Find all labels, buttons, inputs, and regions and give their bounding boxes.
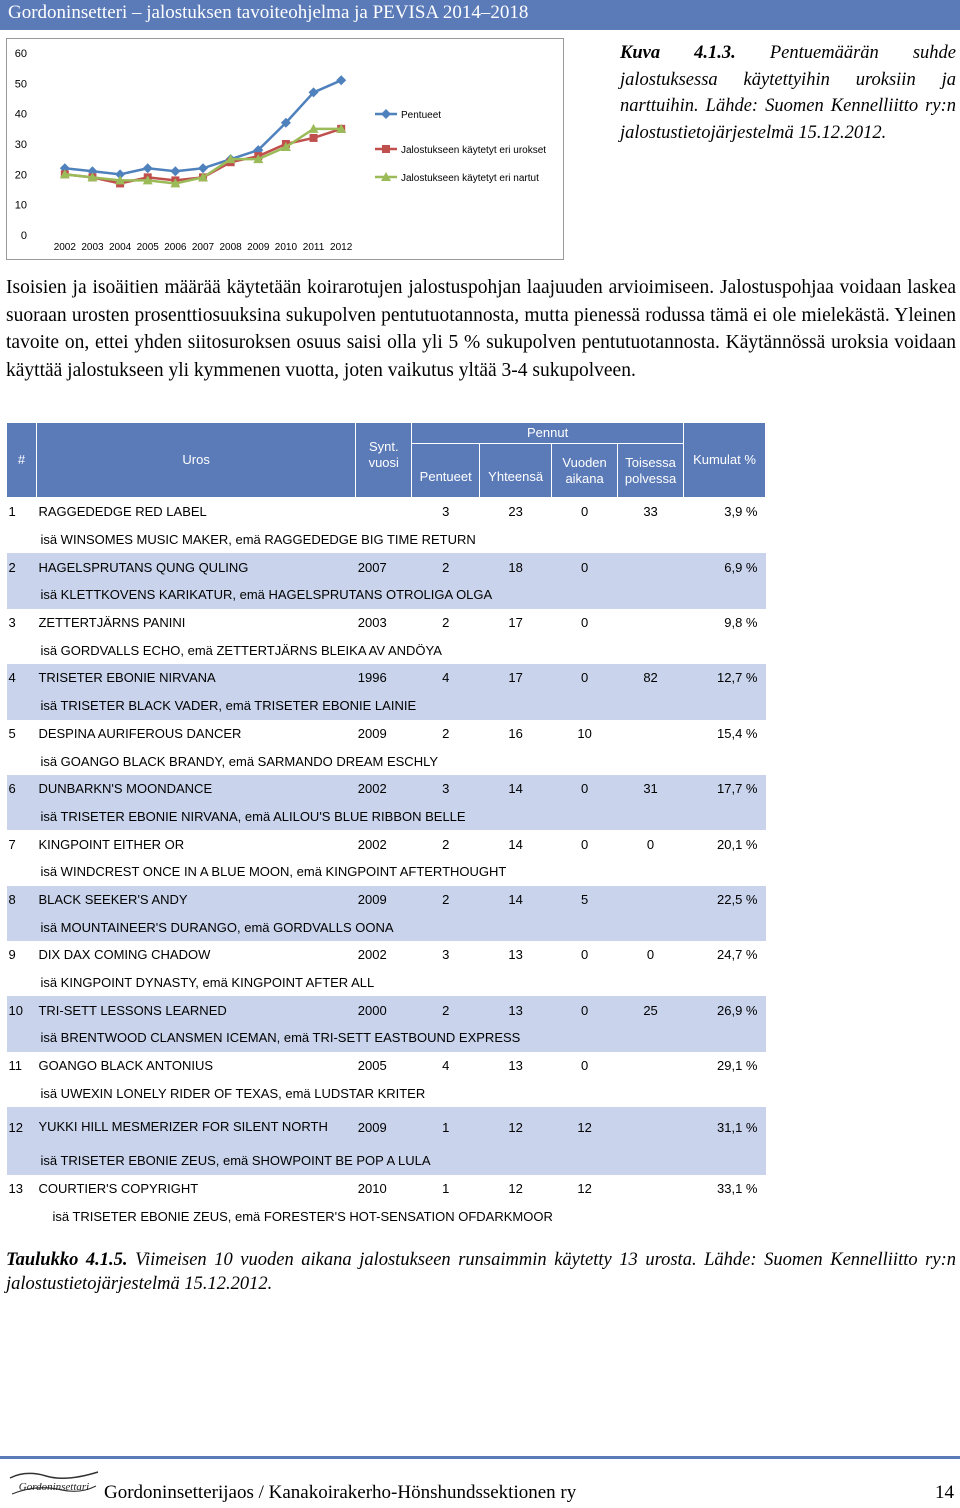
- pups-this-year: 0: [580, 947, 589, 963]
- cumulative-percent: 31,1 %: [684, 1107, 766, 1147]
- table-row-parents: [7, 581, 766, 609]
- birth-year: 2003: [357, 615, 387, 631]
- parents: isä UWEXIN LONELY RIDER OF TEXAS, emä LUDSTAR KRITER: [40, 1085, 426, 1101]
- pups-total: 14: [480, 775, 552, 803]
- litters-count: 2: [442, 615, 450, 631]
- cumulative-percent: 12,7 %: [684, 664, 766, 692]
- cumulative-percent: 20,1 %: [717, 836, 758, 852]
- table-row-parents: [7, 692, 766, 720]
- legend-label: Jalostukseen käytetyt eri nartut: [401, 173, 539, 184]
- pups-this-year: 10: [577, 725, 592, 741]
- birth-year: 1996: [356, 664, 412, 692]
- sires-table-body: [7, 498, 766, 1231]
- page-header: [0, 0, 960, 30]
- row-number: 7: [8, 836, 16, 852]
- sire-name: HAGELSPRUTANS QUNG QULING: [36, 553, 355, 581]
- pups-total: 17: [480, 664, 552, 692]
- figure-caption-label: Kuva 4.1.3.: [620, 43, 736, 63]
- sire-name: RAGGEDEDGE RED LABEL: [38, 504, 207, 520]
- parents: isä KINGPOINT DYNASTY, emä KINGPOINT AFTER ALL: [40, 975, 375, 991]
- row-number: 11: [8, 1058, 22, 1074]
- table-row-parents: [7, 526, 766, 554]
- parents: isä TRISETER EBONIE ZEUS, emä SHOWPOINT BE POP A LULA: [36, 1147, 765, 1175]
- pups-total: 13: [480, 996, 552, 1024]
- pups-total: 13: [508, 1058, 523, 1074]
- cumulative-percent: 33,1 %: [717, 1181, 758, 1197]
- y-tick-label: 40: [14, 108, 27, 121]
- pups-this-year: 0: [580, 615, 589, 631]
- table-row: [7, 996, 766, 1024]
- birth-year: 2007: [356, 553, 412, 581]
- pups-second-gen: [618, 886, 684, 914]
- y-tick-label: 0: [20, 230, 27, 242]
- cumulative-percent: 24,7 %: [717, 947, 758, 963]
- pups-this-year: 12: [577, 1181, 592, 1197]
- y-tick-label: 30: [14, 139, 27, 151]
- pups-second-gen: 0: [646, 836, 655, 852]
- data-point: [336, 75, 346, 85]
- table-row: [7, 609, 766, 637]
- pups-second-gen: [618, 1052, 684, 1080]
- row-spacer: [7, 1079, 37, 1107]
- table-row: [7, 886, 766, 914]
- litters-count: 2: [412, 886, 480, 914]
- table-row-parents: [7, 636, 766, 664]
- row-number: 5: [8, 725, 16, 741]
- row-spacer: [7, 526, 37, 554]
- table-row-parents: [7, 1203, 766, 1231]
- table-row-parents: [7, 1024, 766, 1052]
- pups-this-year: 0: [580, 1058, 589, 1074]
- data-point: [143, 163, 153, 173]
- x-tick-label: 2004: [108, 242, 132, 253]
- birth-year: 2009: [357, 725, 387, 741]
- sire-name: BLACK SEEKER'S ANDY: [36, 886, 355, 914]
- y-tick-label: 10: [14, 199, 27, 212]
- table-row-parents: [7, 1079, 766, 1107]
- table-row: [7, 830, 766, 858]
- litters-count: 1: [412, 1107, 480, 1147]
- row-number: 12: [7, 1107, 37, 1147]
- x-tick-label: 2011: [302, 242, 325, 253]
- pups-second-gen: 25: [618, 996, 684, 1024]
- y-tick-label: 50: [14, 78, 27, 91]
- litters-count: 1: [442, 1181, 450, 1197]
- pups-total: 12: [508, 1181, 523, 1197]
- legend-label: Jalostukseen käytetyt eri urokset: [401, 145, 547, 156]
- pups-second-gen: 0: [646, 947, 655, 963]
- pups-this-year: 0: [552, 664, 618, 692]
- cumulative-percent: 29,1 %: [717, 1058, 758, 1074]
- pups-total: 14: [480, 886, 552, 914]
- pups-total: 18: [480, 553, 552, 581]
- table-row-parents: [7, 969, 766, 997]
- table-row-parents: [7, 803, 766, 831]
- litters-count: 4: [412, 664, 480, 692]
- table-row: [7, 941, 766, 969]
- row-spacer: [7, 1203, 37, 1231]
- y-tick-label: 60: [14, 48, 27, 60]
- row-spacer: [7, 581, 37, 609]
- parents: isä BRENTWOOD CLANSMEN ICEMAN, emä TRI-SETT EASTBOUND EXPRESS: [36, 1024, 765, 1052]
- litters-count: 4: [442, 1058, 450, 1074]
- birth-year: 2009: [356, 886, 412, 914]
- col-vuoden: Vuoden aikana: [552, 444, 618, 498]
- table-row-parents: [7, 913, 766, 941]
- parents: isä GOANGO BLACK BRANDY, emä SARMANDO DREAM ESCHLY: [40, 753, 439, 769]
- litters-count: 2: [412, 996, 480, 1024]
- parents: isä TRISETER BLACK VADER, emä TRISETER EBONIE LAINIE: [36, 692, 765, 720]
- pups-total: 14: [508, 836, 523, 852]
- cumulative-percent: 3,9 %: [724, 504, 758, 520]
- x-tick-label: 2002: [53, 242, 76, 253]
- sire-name: TRISETER EBONIE NIRVANA: [36, 664, 355, 692]
- data-point: [198, 163, 208, 173]
- pups-total: 13: [508, 947, 523, 963]
- x-tick-label: 2003: [81, 242, 104, 253]
- birth-year: 2000: [356, 996, 412, 1024]
- figure-caption-text: Pentuemäärän suhde jalostuksessa käytettyihin uroksiin ja narttuihin. Lähde: Suomen Kennelliitto ry:n jalostustietojärjestelmä 15.12.2012.: [620, 43, 956, 143]
- row-spacer: [7, 692, 37, 720]
- pups-second-gen: 33: [643, 504, 658, 520]
- parents: isä KLETTKOVENS KARIKATUR, emä HAGELSPRUTANS OTROLIGA OLGA: [36, 581, 765, 609]
- pups-this-year: 0: [552, 775, 618, 803]
- cumulative-percent: 6,9 %: [684, 553, 766, 581]
- data-point: [310, 134, 318, 142]
- litters-count: 3: [442, 947, 450, 963]
- x-tick-label: 2005: [136, 242, 159, 253]
- document-title: Gordoninsetteri – jalostuksen tavoiteohjelma ja PEVISA 2014–2018: [8, 2, 529, 23]
- page-number: 14: [935, 1482, 954, 1503]
- row-spacer: [7, 913, 37, 941]
- pups-second-gen: [618, 553, 684, 581]
- table-row: [7, 775, 766, 803]
- row-spacer: [7, 858, 37, 886]
- pups-this-year: 5: [552, 886, 618, 914]
- row-number: 6: [7, 775, 37, 803]
- birth-year: 2002: [357, 836, 387, 852]
- parents: isä TRISETER EBONIE NIRVANA, emä ALILOU'S BLUE RIBBON BELLE: [36, 803, 765, 831]
- col-uros: Uros: [36, 423, 355, 498]
- series-line: [65, 80, 341, 174]
- sire-name: TRI-SETT LESSONS LEARNED: [36, 996, 355, 1024]
- row-spacer: [7, 1147, 37, 1175]
- litters-count: 2: [442, 836, 450, 852]
- x-tick-label: 2007: [191, 242, 215, 253]
- pups-total: 17: [508, 615, 523, 631]
- x-tick-label: 2008: [219, 242, 242, 253]
- pups-this-year: 0: [580, 504, 589, 520]
- table-row: [7, 498, 766, 526]
- litters-count: 3: [412, 775, 480, 803]
- sires-table: [6, 422, 766, 1230]
- pups-total: 23: [508, 504, 523, 520]
- x-tick-label: 2006: [164, 242, 187, 253]
- row-spacer: [7, 1024, 37, 1052]
- col-yhteensa: Yhteensä: [480, 444, 552, 498]
- cumulative-percent: 17,7 %: [684, 775, 766, 803]
- sire-name: DIX DAX COMING CHADOW: [38, 947, 211, 963]
- sire-name: COURTIER'S COPYRIGHT: [38, 1181, 199, 1197]
- table-row: [7, 664, 766, 692]
- pups-this-year: 0: [580, 836, 589, 852]
- table-row-parents: [7, 858, 766, 886]
- row-number: 9: [8, 947, 16, 963]
- row-number: 3: [8, 615, 16, 631]
- row-number: 10: [7, 996, 37, 1024]
- cumulative-percent: 26,9 %: [684, 996, 766, 1024]
- y-tick-label: 20: [14, 169, 27, 182]
- col-synt: Synt. vuosi: [356, 423, 412, 498]
- table-row: [7, 720, 766, 748]
- club-logo: [6, 1468, 102, 1504]
- data-point: [170, 166, 180, 176]
- x-tick-label: 2010: [274, 242, 298, 253]
- parents: isä WINDCREST ONCE IN A BLUE MOON, emä KINGPOINT AFTERTHOUGHT: [40, 864, 507, 880]
- parents: isä MOUNTAINEER'S DURANGO, emä GORDVALLS OONA: [36, 913, 765, 941]
- litters-count: 2: [412, 553, 480, 581]
- footer-divider: [0, 1456, 960, 1459]
- table-row: [7, 1175, 766, 1203]
- pups-second-gen: 31: [618, 775, 684, 803]
- pups-this-year: 12: [552, 1107, 618, 1147]
- col-num: #: [7, 423, 37, 498]
- table-row-parents: [7, 747, 766, 775]
- row-number: 8: [7, 886, 37, 914]
- col-pentueet: Pentueet: [412, 444, 480, 498]
- figure-caption: [620, 40, 956, 146]
- parents: isä GORDVALLS ECHO, emä ZETTERTJÄRNS BLEIKA AV ANDÖYA: [40, 642, 442, 658]
- x-tick-label: 2009: [247, 242, 270, 253]
- sire-name: DESPINA AURIFEROUS DANCER: [38, 725, 242, 741]
- pups-second-gen: [618, 1175, 684, 1203]
- pups-this-year: 0: [552, 996, 618, 1024]
- birth-year: 2002: [357, 947, 387, 963]
- col-toisessa: Toisessa polvessa: [618, 444, 684, 498]
- sire-name: GOANGO BLACK ANTONIUS: [38, 1058, 214, 1074]
- sire-name: ZETTERTJÄRNS PANINI: [38, 615, 186, 631]
- chart-canvas: [7, 39, 563, 259]
- table-row-parents: [7, 1147, 766, 1175]
- table-row: [7, 553, 766, 581]
- body-paragraph: Isoisien ja isoäitien määrää käytetään koirarotujen jalostuspohjan laajuuden arvioimiseen. Jalostuspohjaa voidaan laskea suoraan urosten prosenttiosuuksina sukupolven pentutuotannosta, mutta pienessä rodussa tämä ei ole mielekästä. Yleinen tavoite on, ettei yhden siitosuroksen osuus saisi olla yli 5 % sukupolven pentutuotannosta. Käytännössä uroksia voidaan käyttää jalostukseen yli kymmenen vuotta, joten vaikutus yltää 3-4 sukupolveen.: [6, 277, 956, 381]
- pups-this-year: 0: [552, 553, 618, 581]
- table-row: [7, 1107, 766, 1147]
- row-spacer: [7, 969, 37, 997]
- birth-year: 2009: [356, 1107, 412, 1147]
- pups-second-gen: [618, 720, 684, 748]
- table-caption: [6, 1248, 956, 1296]
- data-point: [382, 145, 390, 153]
- sire-name: YUKKI HILL MESMERIZER FOR SILENT NORTH: [36, 1107, 355, 1147]
- row-number: 4: [7, 664, 37, 692]
- table-caption-text: Viimeisen 10 vuoden aikana jalostukseen runsaimmin käytetty 13 urosta. Lähde: Suomen Kennelliitto ry:n jalostustietojärjestelmä 15.12.2012.: [6, 1250, 956, 1294]
- sire-name: DUNBARKN'S MOONDANCE: [36, 775, 355, 803]
- birth-year: 2002: [356, 775, 412, 803]
- data-point: [381, 109, 391, 119]
- litters-count: 2: [442, 725, 450, 741]
- cumulative-percent: 15,4 %: [717, 725, 758, 741]
- logo-lettering: Gordoninsettari: [18, 1481, 90, 1493]
- footer-text: Gordoninsetterijaos / Kanakoirakerho-Hönshundssektionen ry: [104, 1482, 577, 1503]
- parents: isä WINSOMES MUSIC MAKER, emä RAGGEDEDGE BIG TIME RETURN: [40, 532, 476, 548]
- pups-second-gen: [618, 609, 684, 637]
- parents: isä TRISETER EBONIE ZEUS, emä FORESTER'S HOT-SENSATION OFDARKMOOR: [52, 1208, 553, 1224]
- x-tick-label: 2012: [330, 242, 353, 253]
- sires-table-wrapper: [6, 422, 766, 1230]
- col-kumulat: Kumulat %: [684, 423, 766, 498]
- row-number: 13: [8, 1181, 23, 1197]
- birth-year: 2010: [357, 1181, 387, 1197]
- pups-second-gen: 82: [618, 664, 684, 692]
- line-chart: [6, 38, 564, 260]
- row-number: 1: [8, 504, 16, 520]
- col-pennut: Pennut: [412, 423, 684, 444]
- row-spacer: [7, 803, 37, 831]
- cumulative-percent: 9,8 %: [724, 615, 758, 631]
- birth-year: 2005: [357, 1058, 387, 1074]
- pups-total: 16: [508, 725, 523, 741]
- row-number: 2: [7, 553, 37, 581]
- pups-second-gen: [618, 1107, 684, 1147]
- legend-label: Pentueet: [401, 110, 442, 121]
- litters-count: 3: [442, 504, 450, 520]
- row-spacer: [7, 636, 37, 664]
- row-spacer: [7, 747, 37, 775]
- table-caption-label: Taulukko 4.1.5.: [6, 1250, 128, 1270]
- cumulative-percent: 22,5 %: [684, 886, 766, 914]
- pups-total: 12: [480, 1107, 552, 1147]
- birth-year: [356, 498, 412, 526]
- table-row: [7, 1052, 766, 1080]
- sire-name: KINGPOINT EITHER OR: [38, 836, 185, 852]
